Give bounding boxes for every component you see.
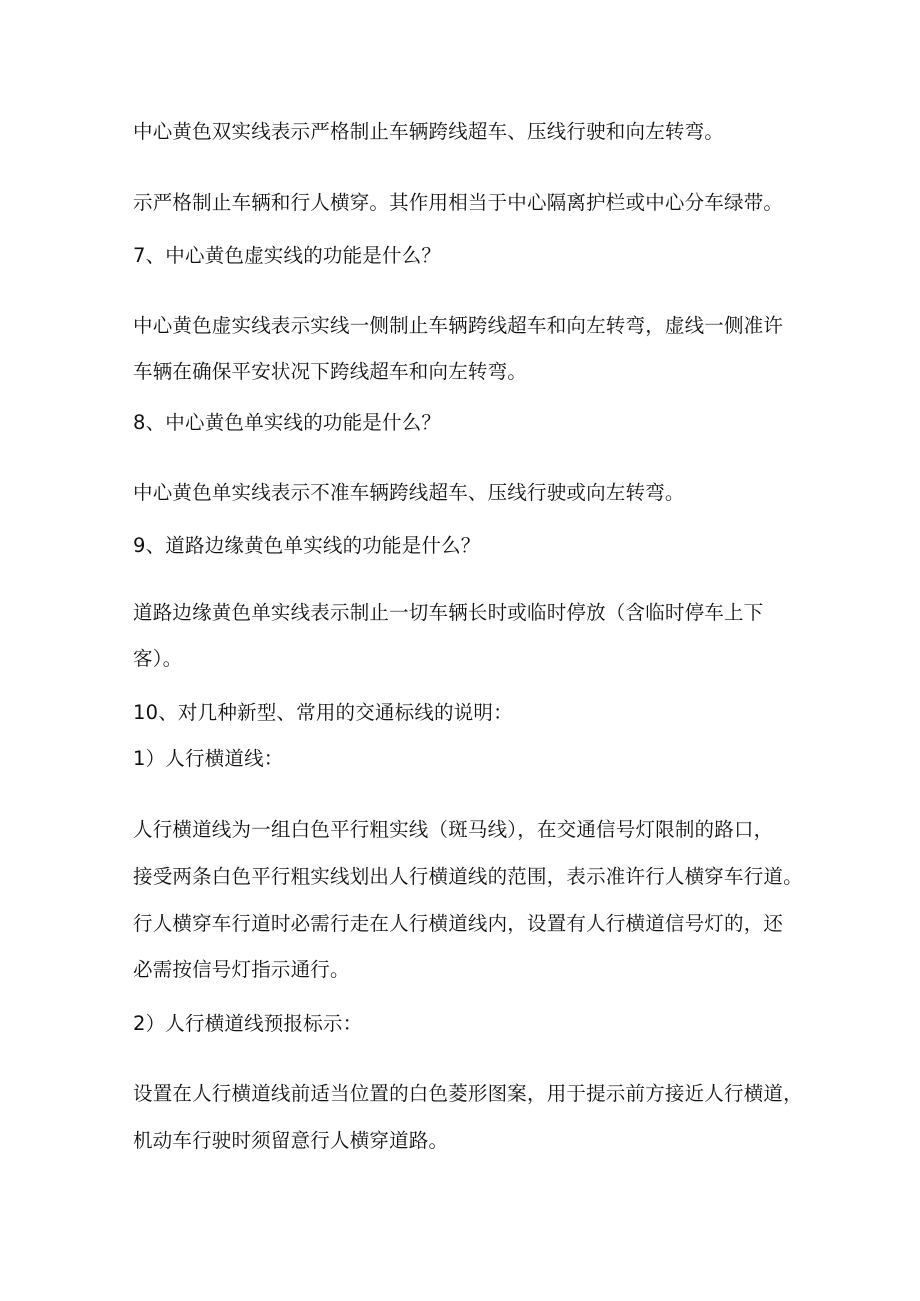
paragraph-line: 行人横穿车行道时必需行走在人行横道线内，设置有人行横道信号灯的，还 [133,912,784,935]
paragraph-line: 人行横道线为一组白色平行粗实线（斑马线），在交通信号灯限制的路口， [133,818,774,841]
question-heading: 9、道路边缘黄色单实线的功能是什么？ [133,534,481,557]
paragraph-line: 中心黄色单实线表示不准车辆跨线超车、压线行驶或向左转弯。 [133,481,685,504]
paragraph-line: 中心黄色虚实线表示实线一侧制止车辆跨线超车和向左转弯，虚线一侧准许 [133,314,784,337]
question-heading: 8、中心黄色单实线的功能是什么？ [133,411,442,434]
paragraph-line: 示严格制止车辆和行人横穿。其作用相当于中心隔离护栏或中心分车绿带。 [133,191,784,214]
paragraph-line: 机动车行驶时须留意行人横穿道路。 [133,1129,449,1152]
paragraph-line: 客）。 [133,647,183,670]
paragraph-line: 必需按信号灯指示通行。 [133,958,350,981]
subsection-heading: 1）人行横道线： [133,747,284,770]
paragraph-line: 中心黄色双实线表示严格制止车辆跨线超车、压线行驶和向左转弯。 [133,120,725,143]
subsection-heading: 2）人行横道线预报标示： [133,1012,363,1035]
paragraph-line: 设置在人行横道线前适当位置的白色菱形图案，用于提示前方接近人行横道， [133,1082,803,1105]
question-heading: 7、中心黄色虚实线的功能是什么？ [133,244,442,267]
paragraph-line: 道路边缘黄色单实线表示制止一切车辆长时或临时停放（含临时停车上下 [133,601,764,624]
paragraph-line: 车辆在确保平安状况下跨线超车和向左转弯。 [133,360,528,383]
section-heading: 10、对几种新型、常用的交通标线的说明： [133,701,513,724]
paragraph-line: 接受两条白色平行粗实线划出人行横道线的范围，表示准许行人横穿车行道。 [133,865,803,888]
